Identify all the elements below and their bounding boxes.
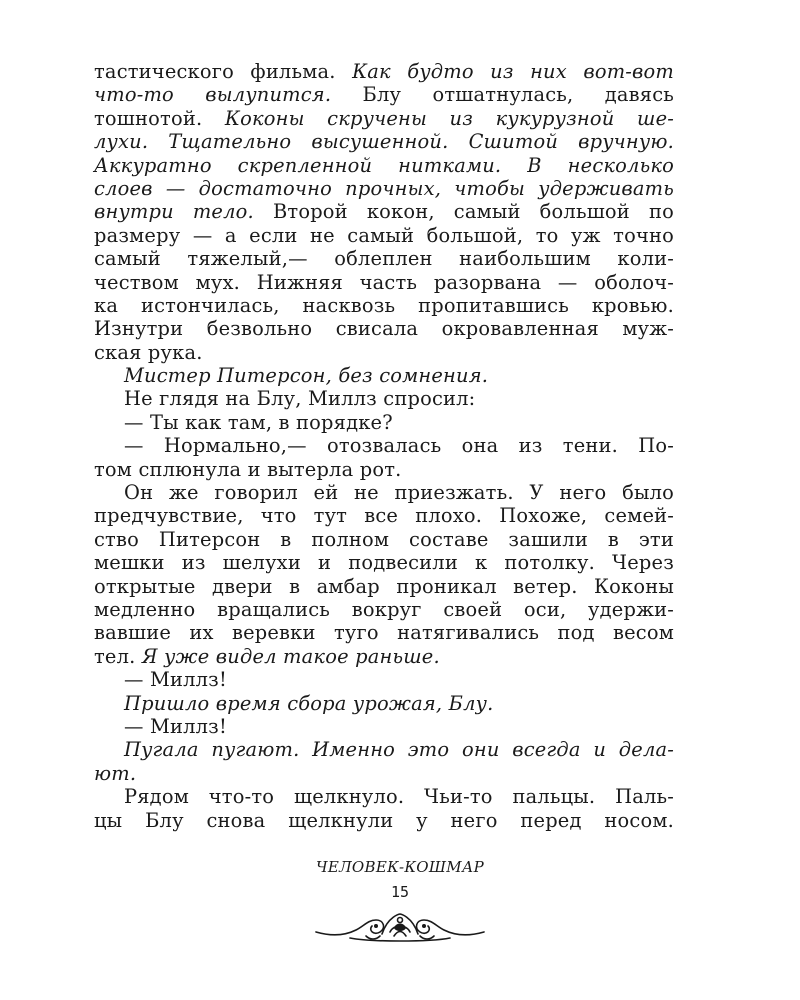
- text-line: [94, 575, 674, 598]
- text-line: [94, 809, 674, 832]
- italic-text-segment: ют.: [94, 761, 137, 785]
- italic-text-segment: Мистер Питерсон, без сомнения.: [124, 364, 489, 388]
- text-segment: Рядом что-то щелкнуло. Чьи-то пальцы. Паль-: [124, 785, 674, 809]
- text-segment: вавшие их веревки туго натягивались под весом: [94, 621, 674, 645]
- text-line: [94, 692, 674, 715]
- text-segment: — Нормально,— отозвалась она из тени. По-: [124, 434, 674, 458]
- text-line: [94, 481, 674, 504]
- text-line: [94, 247, 674, 270]
- text-line: [94, 177, 674, 200]
- italic-text-segment: Пришло время сбора урожая, Блу.: [124, 691, 494, 715]
- text-line: [94, 621, 674, 644]
- text-line: [94, 738, 674, 761]
- text-segment: открытые двери в амбар проникал ветер. Коконы: [94, 574, 674, 598]
- italic-text-segment: слоев — достаточно прочных, чтобы удерживать: [94, 176, 674, 200]
- text-line: [94, 598, 674, 621]
- text-segment: Он же говорил ей не приезжать. У него было: [124, 481, 674, 505]
- text-segment: чеством мух. Нижняя часть разорвана — оболоч-: [94, 270, 674, 294]
- text-line: [94, 83, 674, 106]
- text-segment: — Миллз!: [124, 714, 227, 738]
- text-segment: том сплюнула и вытерла рот.: [94, 457, 402, 481]
- text-segment: тошнотой.: [94, 106, 225, 130]
- italic-text-segment: Коконы скручены из кукурузной ше-: [224, 106, 675, 130]
- text-segment: — Миллз!: [124, 668, 227, 692]
- text-line: [94, 317, 674, 340]
- text-line: [94, 762, 674, 785]
- text-segment: тастического фильма.: [94, 60, 353, 83]
- text-line: [94, 294, 674, 317]
- running-head: ЧЕЛОВЕК-КОШМАР: [315, 858, 485, 876]
- text-segment: ская рука.: [94, 340, 203, 364]
- italic-text-segment: лухи. Тщательно высушенной. Сшитой вручную.: [94, 130, 674, 154]
- flourish-ornament-icon: [310, 906, 490, 946]
- text-segment: Блу отшатнулась, давясь: [331, 83, 675, 107]
- text-line: [94, 551, 674, 574]
- text-line: [94, 528, 674, 551]
- text-segment: ство Питерсон в полном составе зашили в эти: [94, 527, 674, 551]
- text-segment: Второй кокон, самый большой по: [253, 200, 674, 224]
- text-segment: цы Блу снова щелкнули у него перед носом.: [94, 808, 674, 832]
- italic-text-segment: Аккуратно скрепленной нитками. В несколько: [94, 153, 674, 177]
- italic-text-segment: Пугала пугают. Именно это они всегда и дела-: [124, 738, 674, 762]
- body-text: [94, 60, 674, 832]
- text-line: [94, 785, 674, 808]
- text-line: [94, 154, 674, 177]
- text-line: [94, 107, 674, 130]
- page-number: 15: [390, 883, 410, 901]
- text-segment: Изнутри безвольно свисала окровавленная муж-: [94, 317, 674, 341]
- text-line: [94, 364, 674, 387]
- text-segment: размеру — а если не самый большой, то уж точно: [94, 223, 674, 247]
- text-segment: ка истончилась, насквозь пропитавшись кровью.: [94, 293, 674, 317]
- text-line: [94, 200, 674, 223]
- text-segment: предчувствие, что тут все плохо. Похоже, семей-: [94, 504, 674, 528]
- text-line: [94, 130, 674, 153]
- text-line: [94, 504, 674, 527]
- text-line: [94, 668, 674, 691]
- italic-text-segment: что-то вылупится.: [94, 83, 332, 107]
- text-line: [94, 387, 674, 410]
- text-line: [94, 715, 674, 738]
- text-line: [94, 434, 674, 457]
- text-segment: Не глядя на Блу, Миллз спросил:: [124, 387, 476, 411]
- text-segment: мешки из шелухи и подвесили к потолку. Через: [94, 551, 674, 575]
- text-segment: — Ты как там, в порядке?: [124, 410, 393, 434]
- text-line: [94, 458, 674, 481]
- text-line: [94, 224, 674, 247]
- text-segment: медленно вращались вокруг своей оси, удержи-: [94, 597, 674, 621]
- italic-text-segment: внутри тело.: [94, 200, 254, 224]
- text-line: [94, 411, 674, 434]
- text-line: [94, 645, 674, 668]
- text-segment: тел.: [94, 644, 142, 668]
- text-line: [94, 271, 674, 294]
- text-segment: самый тяжелый,— облеплен наибольшим коли-: [94, 247, 674, 271]
- italic-text-segment: Я уже видел такое раньше.: [141, 644, 440, 668]
- text-line: [94, 341, 674, 364]
- italic-text-segment: Как будто из них вот-вот: [352, 60, 674, 83]
- text-line: [94, 60, 674, 83]
